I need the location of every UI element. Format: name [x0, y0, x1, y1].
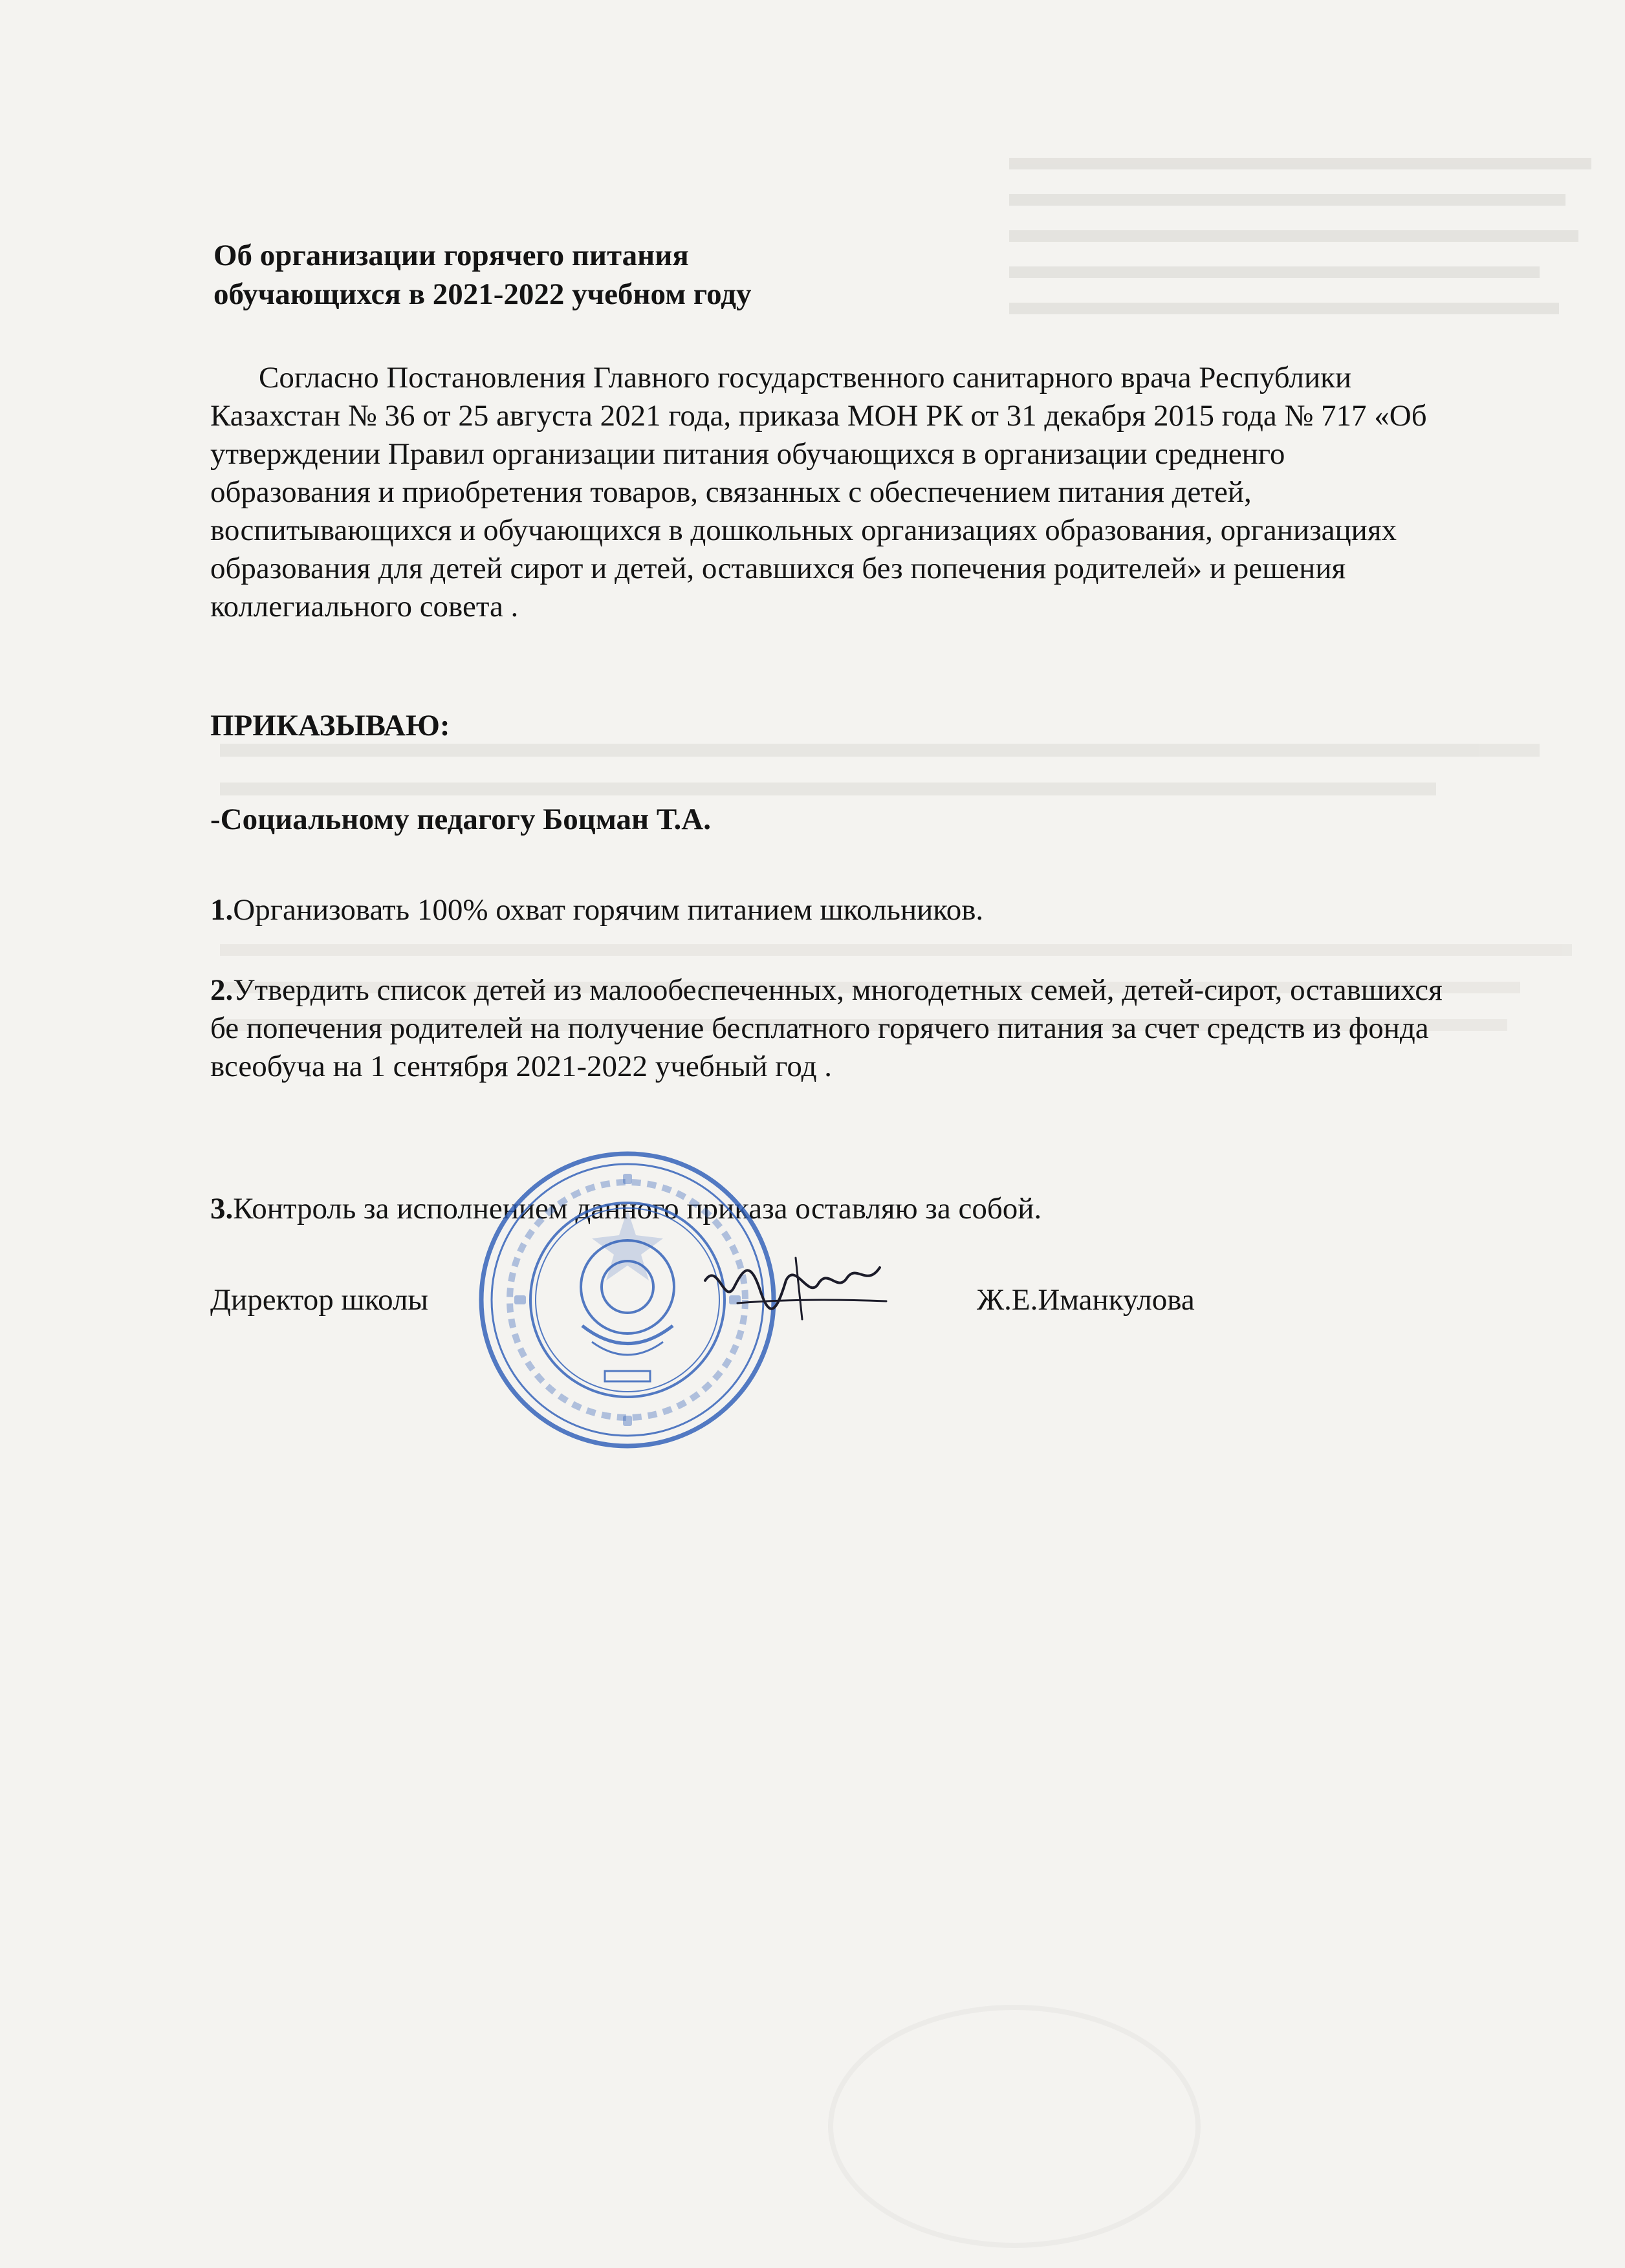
signature-role: Директор школы: [210, 1283, 429, 1317]
item-text: Утвердить список детей из малообеспеченных, многодетных семей, детей-сирот, оставшихся бе попечения родителей на получение бесплатного горячего питания за счет средств из фонда всеобуча на 1 сентября 2021-2022 учебный год .: [210, 973, 1443, 1083]
item-number: 2.: [210, 973, 234, 1007]
order-item-2: [210, 971, 1459, 1086]
order-item-3: [210, 1190, 1459, 1228]
addressee-line: -Социальному педагогу Боцман Т.А.: [210, 803, 711, 836]
intro-paragraph: Согласно Постановления Главного государственного санитарного врача Республики Казахстан № 36 от 25 августа 2021 года, приказа МОН РК от 31 декабря 2015 года № 717 «Об утверждении Правил организации питания обучающихся в организации средненго образования и приобретения товаров, связанных с обеспечением питания детей, воспитывающихся и обучающихся в дошкольных организациях образования, организациях образования для детей сирот и детей, оставшихся без попечения родителей» и решения коллегиального совета .: [210, 361, 1427, 623]
item-text: Организовать 100% охват горячим питанием школьников.: [233, 893, 984, 927]
title-line-1: Об организации горячего питания: [213, 239, 689, 272]
signature-name: Ж.Е.Иманкулова: [977, 1283, 1195, 1317]
item-number: 3.: [210, 1192, 234, 1226]
order-heading: ПРИКАЗЫВАЮ:: [210, 709, 450, 742]
item-text: Контроль за исполнением данного приказа оставляю за собой.: [233, 1192, 1042, 1226]
document-title: [213, 236, 752, 314]
handwritten-signature: [699, 1255, 893, 1326]
order-item-1: [210, 891, 1459, 929]
title-line-2: обучающихся в 2021-2022 учебном году: [213, 277, 752, 311]
item-number: 1.: [210, 893, 234, 927]
